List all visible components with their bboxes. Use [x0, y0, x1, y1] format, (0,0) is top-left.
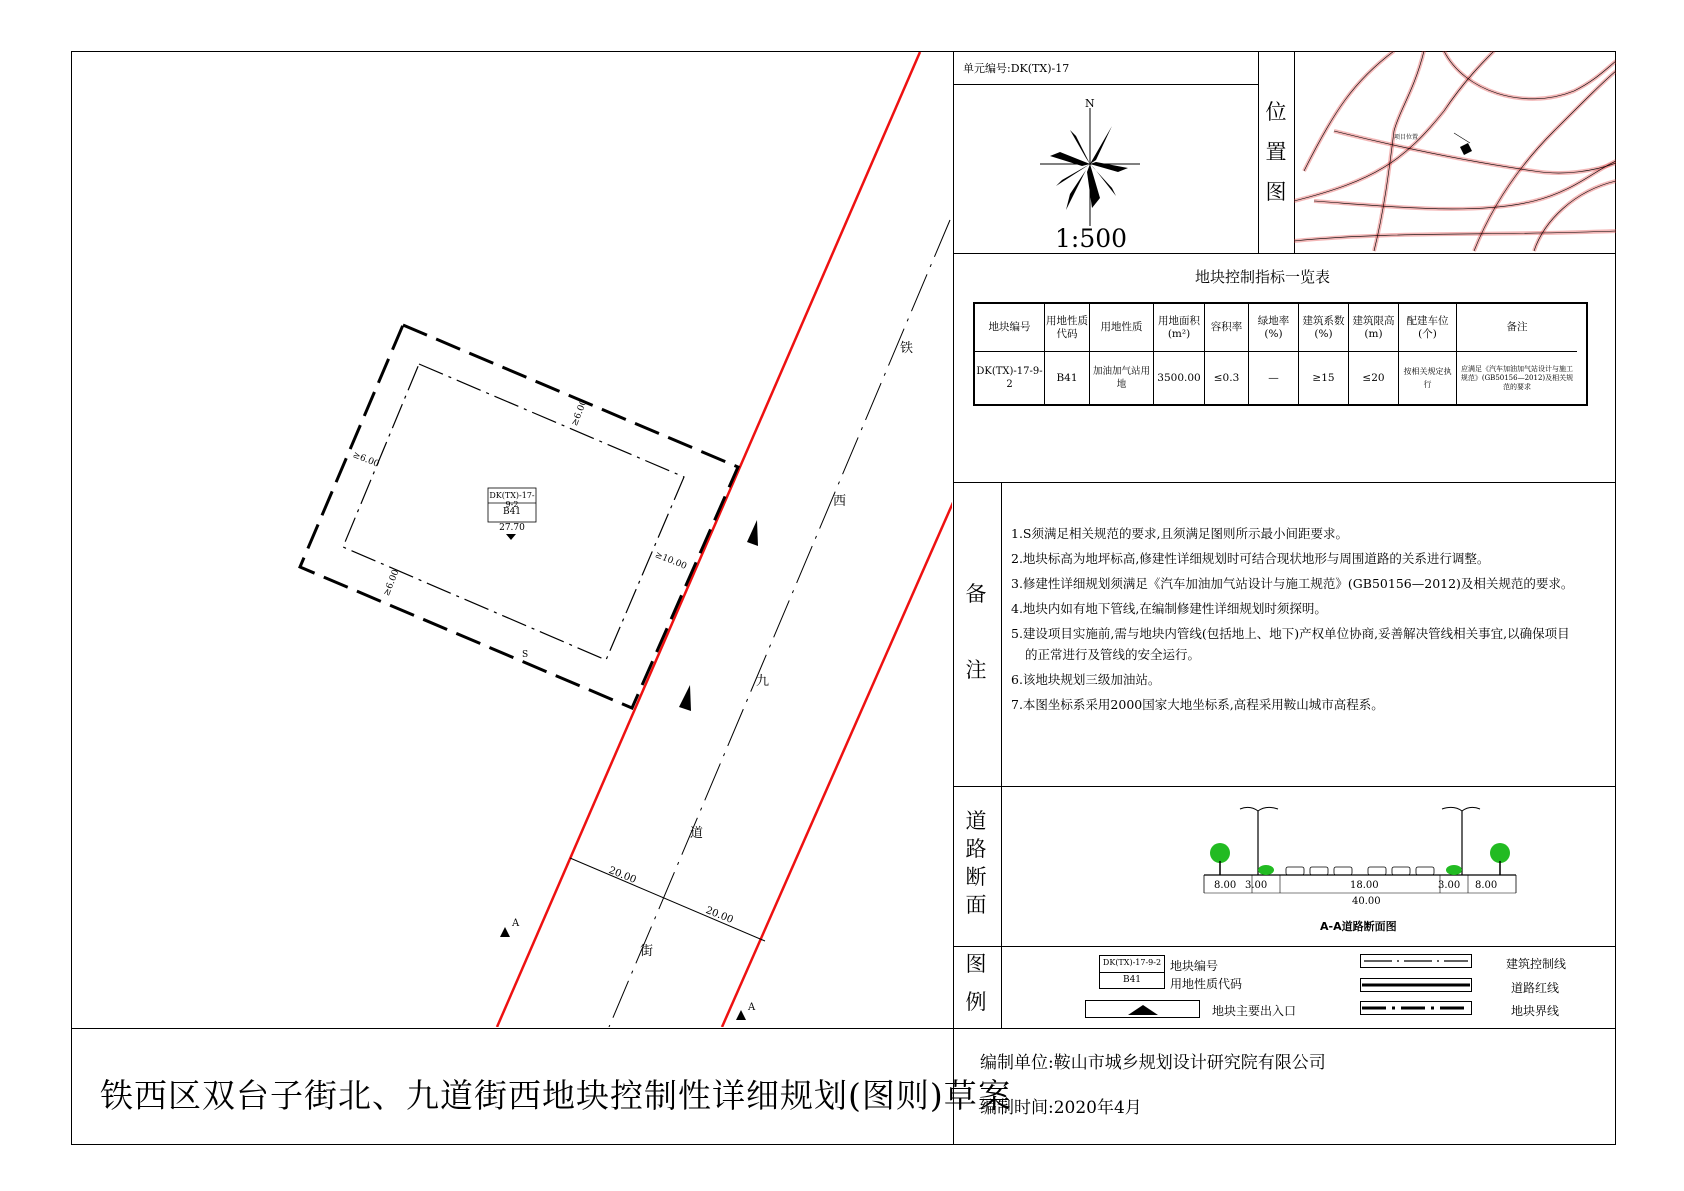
organization: 编制单位:鞍山市城乡规划设计研究院有限公司	[980, 1053, 1326, 1073]
entrance-arrow	[679, 685, 691, 711]
tree-icon	[1490, 843, 1510, 863]
shrub-icon	[1446, 865, 1462, 875]
section-total: 40.00	[1352, 896, 1381, 907]
table-header: 地块编号	[975, 304, 1045, 352]
section-dim: 3.00	[1438, 880, 1461, 891]
entrance-triangle-icon	[1128, 1004, 1158, 1016]
table-header: 建筑限高 (m)	[1349, 304, 1399, 352]
scale-label: 1:500	[1055, 224, 1128, 253]
table-header: 建筑系数 (%)	[1299, 304, 1349, 352]
legend-parcel-code-label: 用地性质代码	[1170, 977, 1243, 991]
table-cell: B41	[1045, 352, 1090, 404]
index-table	[973, 302, 1588, 406]
setback-label: ≥6.00	[351, 450, 381, 470]
table-cell: ≤0.3	[1205, 352, 1249, 404]
road-width-label: 20.00	[703, 905, 735, 926]
table-cell: DK(TX)-17-9-2	[975, 352, 1045, 404]
road-name-char: 铁	[900, 341, 914, 356]
section-dim: 8.00	[1214, 880, 1237, 891]
location-label-char: 置	[1265, 140, 1287, 164]
unit-number: 单元编号:DK(TX)-17	[963, 62, 1070, 75]
section-dim: 8.00	[1475, 880, 1498, 891]
car-icon	[1392, 867, 1410, 875]
note-line: 7.本图坐标系采用2000国家大地坐标系,高程采用鞍山城市高程系。	[1011, 697, 1384, 712]
road-red-line-west	[497, 52, 920, 1027]
entrance-arrow	[747, 520, 758, 546]
section-mark-arrow	[736, 1010, 746, 1020]
car-icon	[1310, 867, 1328, 875]
legend-parcel-id-label: 地块编号	[1170, 959, 1219, 973]
car-icon	[1286, 867, 1304, 875]
legend-road-line: 道路红线	[1511, 981, 1560, 995]
table-header: 容积率	[1205, 304, 1249, 352]
note-line: 3.修建性详细规划须满足《汽车加油加气站设计与施工规范》(GB50156—2012)及相关规范的要求。	[1011, 576, 1574, 591]
section-dim: 3.00	[1245, 880, 1268, 891]
road-name-char: 西	[833, 494, 847, 509]
table-cell: 按相关规定执行	[1399, 352, 1457, 404]
page-title: 铁西区双台子街北、九道街西地块控制性详细规划(图则)草案	[100, 1076, 1012, 1115]
section-mark-arrow	[500, 927, 510, 937]
section-label-char: 断	[965, 865, 987, 889]
table-header: 用地性质 代码	[1045, 304, 1090, 352]
elevation-mark	[506, 534, 516, 540]
section-caption: A-A道路断面图	[1320, 920, 1397, 933]
table-header: 用地面积 (m²)	[1154, 304, 1205, 352]
map-parcel-id: DK(TX)-17-9-2	[489, 491, 535, 509]
notes-label-char: 注	[965, 658, 987, 682]
table-header: 备注	[1457, 304, 1577, 352]
road-name-char: 道	[690, 826, 704, 841]
table-cell: ≤20	[1349, 352, 1399, 404]
notes-label-char: 备	[965, 582, 987, 606]
road-width-label: 20.00	[606, 865, 638, 886]
map-parcel-code: B41	[502, 507, 522, 517]
table-cell: 3500.00	[1154, 352, 1205, 404]
car-icon	[1368, 867, 1386, 875]
table-cell: 加油加气站用地	[1090, 352, 1154, 404]
note-line: 5.建设项目实施前,需与地块内管线(包括地上、地下)产权单位协商,妥善解决管线相关事宜,以确保项目	[1011, 626, 1570, 641]
building-line-sample	[1360, 959, 1472, 963]
section-label-char: 路	[965, 837, 987, 861]
legend-entrance-label: 地块主要出入口	[1212, 1004, 1297, 1018]
road-red-line-east	[722, 498, 955, 1027]
section-mark: A	[512, 918, 520, 929]
setback-mark: S	[522, 650, 529, 660]
note-line: 4.地块内如有地下管线,在编制修建性详细规划时须探明。	[1011, 601, 1327, 616]
legend-label-char: 图	[965, 952, 987, 976]
parcel-line-sample	[1360, 1006, 1472, 1010]
legend-parcel-code: B41	[1122, 975, 1142, 985]
section-label-char: 道	[965, 809, 987, 833]
legend-parcel-id: DK(TX)-17-9-2	[1102, 958, 1162, 967]
table-header: 绿地率 (%)	[1249, 304, 1299, 352]
note-line: 的正常进行及管线的安全运行。	[1025, 647, 1201, 662]
section-mark: A	[748, 1002, 756, 1013]
legend-building-line: 建筑控制线	[1506, 957, 1567, 971]
road-name-char: 九	[756, 674, 770, 689]
note-line: 1.S须满足相关规范的要求,且须满足图则所示最小间距要求。	[1011, 526, 1348, 541]
legend-parcel-line: 地块界线	[1511, 1004, 1560, 1018]
table-cell: ≥15	[1299, 352, 1349, 404]
compile-date: 编制时间:2020年4月	[980, 1098, 1142, 1118]
map-elevation: 27.70	[499, 523, 525, 533]
north-label: N	[1085, 97, 1095, 110]
location-label-char: 图	[1265, 180, 1287, 204]
table-header: 配建车位 (个)	[1399, 304, 1457, 352]
note-line: 2.地块标高为地坪标高,修建性详细规划时可结合现状地形与周围道路的关系进行调整。	[1011, 551, 1490, 566]
table-cell: 应满足《汽车加油加气站设计与施工规范》(GB50156—2012)及相关规范的要求	[1460, 364, 1574, 391]
road-width-dim	[570, 858, 765, 941]
location-marker-label: 项目位置	[1394, 134, 1419, 141]
tree-icon	[1210, 843, 1230, 863]
project-location-marker	[1460, 143, 1472, 155]
table-header: 用地性质	[1090, 304, 1154, 352]
compass-rose-icon	[1030, 108, 1150, 228]
shrub-icon	[1258, 865, 1274, 875]
road-line-sample	[1360, 983, 1472, 987]
setback-label: ≥6.00	[569, 398, 590, 428]
car-icon	[1416, 867, 1434, 875]
legend-label-char: 例	[965, 990, 987, 1014]
section-dim: 18.00	[1350, 880, 1379, 891]
section-label-char: 面	[965, 893, 987, 917]
road-name-char: 街	[640, 944, 654, 959]
table-cell: —	[1249, 352, 1299, 404]
note-line: 6.该地块规划三级加油站。	[1011, 672, 1161, 687]
location-label-char: 位	[1265, 100, 1287, 124]
setback-label: ≥6.00	[381, 568, 402, 598]
car-icon	[1334, 867, 1352, 875]
location-map	[1294, 51, 1616, 253]
setback-label: ≥10.00	[653, 550, 688, 572]
index-table-title: 地块控制指标一览表	[1195, 268, 1331, 286]
